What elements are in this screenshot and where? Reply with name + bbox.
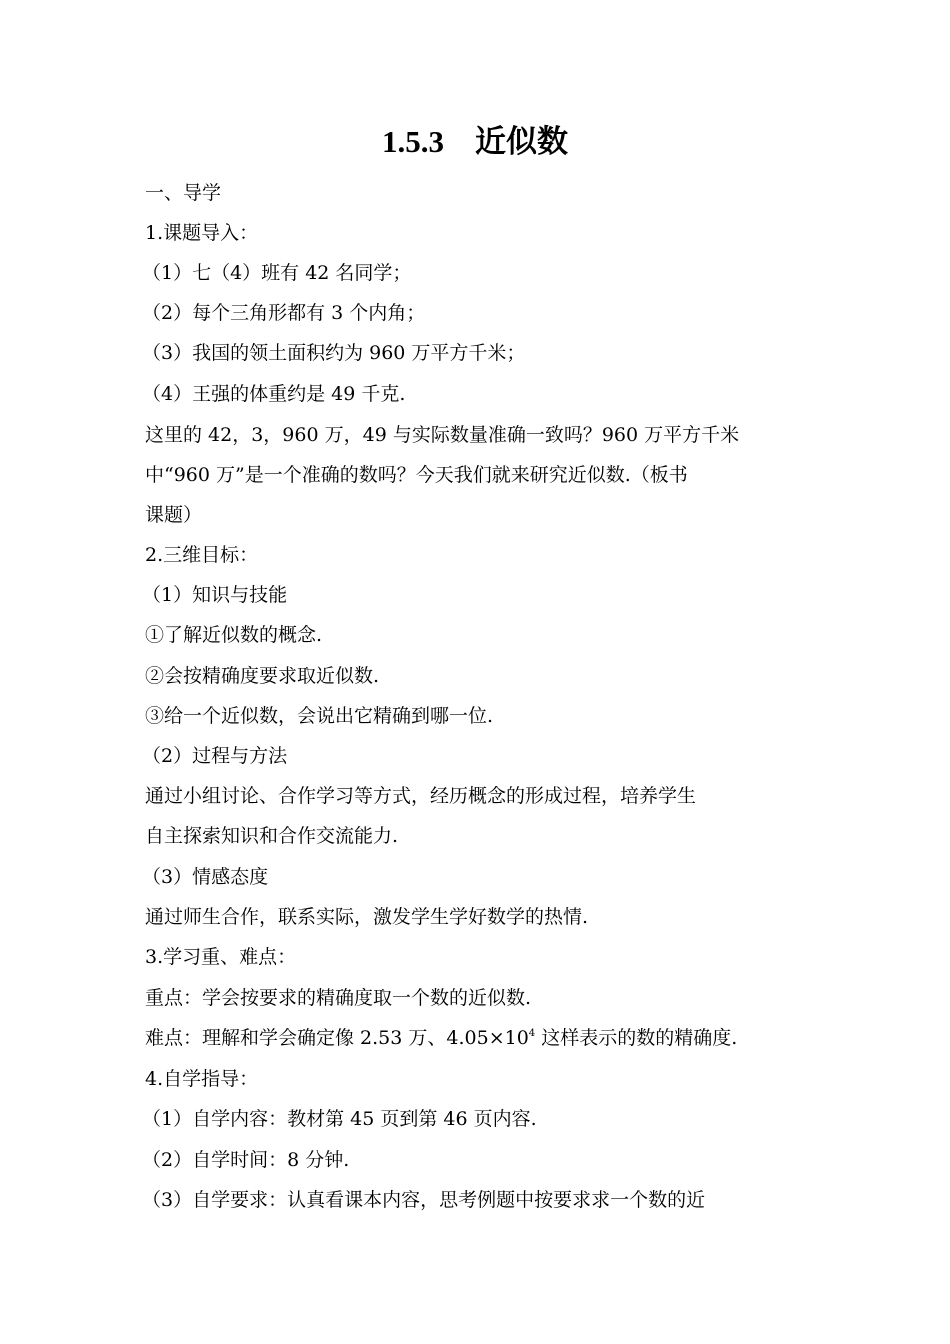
intro-paragraph-line-1: 这里的 42，3，960 万，49 与实际数量准确一致吗？960 万平方千米 xyxy=(145,424,740,446)
knowledge-heading: （1）知识与技能 xyxy=(142,584,288,606)
emotion-heading: （3）情感态度 xyxy=(142,866,269,888)
self-study-heading: 4.自学指导： xyxy=(145,1068,259,1090)
difficulty-suffix: 这样表示的数的精确度. xyxy=(535,1027,738,1049)
emotion-line: 通过师生合作，联系实际，激发学生学好数学的热情. xyxy=(145,906,589,928)
intro-item-4: （4）王强的体重约是 49 千克. xyxy=(142,383,406,405)
goals-heading: 2.三维目标： xyxy=(145,544,259,566)
knowledge-item-2: ②会按精确度要求取近似数. xyxy=(145,665,380,687)
self-study-item-2: （2）自学时间：8 分钟. xyxy=(142,1149,350,1171)
intro-item-1: （1）七（4）班有 42 名同学； xyxy=(142,262,412,284)
knowledge-item-3: ③给一个近似数，会说出它精确到哪一位. xyxy=(145,705,494,727)
process-line-1: 通过小组讨论、合作学习等方式，经历概念的形成过程，培养学生 xyxy=(145,785,697,807)
difficulty-exponent: 4 xyxy=(528,1028,536,1039)
key-point: 重点：学会按要求的精确度取一个数的近似数. xyxy=(145,987,532,1009)
intro-paragraph-line-2: 中“960 万”是一个准确的数吗？今天我们就来研究近似数.（板书 xyxy=(145,464,688,486)
self-study-item-3: （3）自学要求：认真看课本内容，思考例题中按要求求一个数的近 xyxy=(142,1189,706,1211)
intro-heading: 1.课题导入： xyxy=(145,222,259,244)
process-line-2: 自主探索知识和合作交流能力. xyxy=(145,825,399,847)
key-points-heading: 3.学习重、难点： xyxy=(145,946,297,968)
document-title: 1.5.3 近似数 xyxy=(382,124,568,159)
difficulty-point xyxy=(145,1025,805,1051)
intro-item-3: （3）我国的领土面积约为 960 万平方千米； xyxy=(142,342,526,364)
difficulty-prefix: 难点：理解和学会确定像 2.53 万、4.05×10 xyxy=(145,1027,529,1049)
knowledge-item-1: ①了解近似数的概念. xyxy=(145,624,323,646)
process-heading: （2）过程与方法 xyxy=(142,745,288,767)
section-heading-guide: 一、导学 xyxy=(145,182,222,204)
self-study-item-1: （1）自学内容：教材第 45 页到第 46 页内容. xyxy=(142,1108,537,1130)
intro-paragraph-line-3: 课题） xyxy=(145,504,203,526)
intro-item-2: （2）每个三角形都有 3 个内角； xyxy=(142,302,426,324)
